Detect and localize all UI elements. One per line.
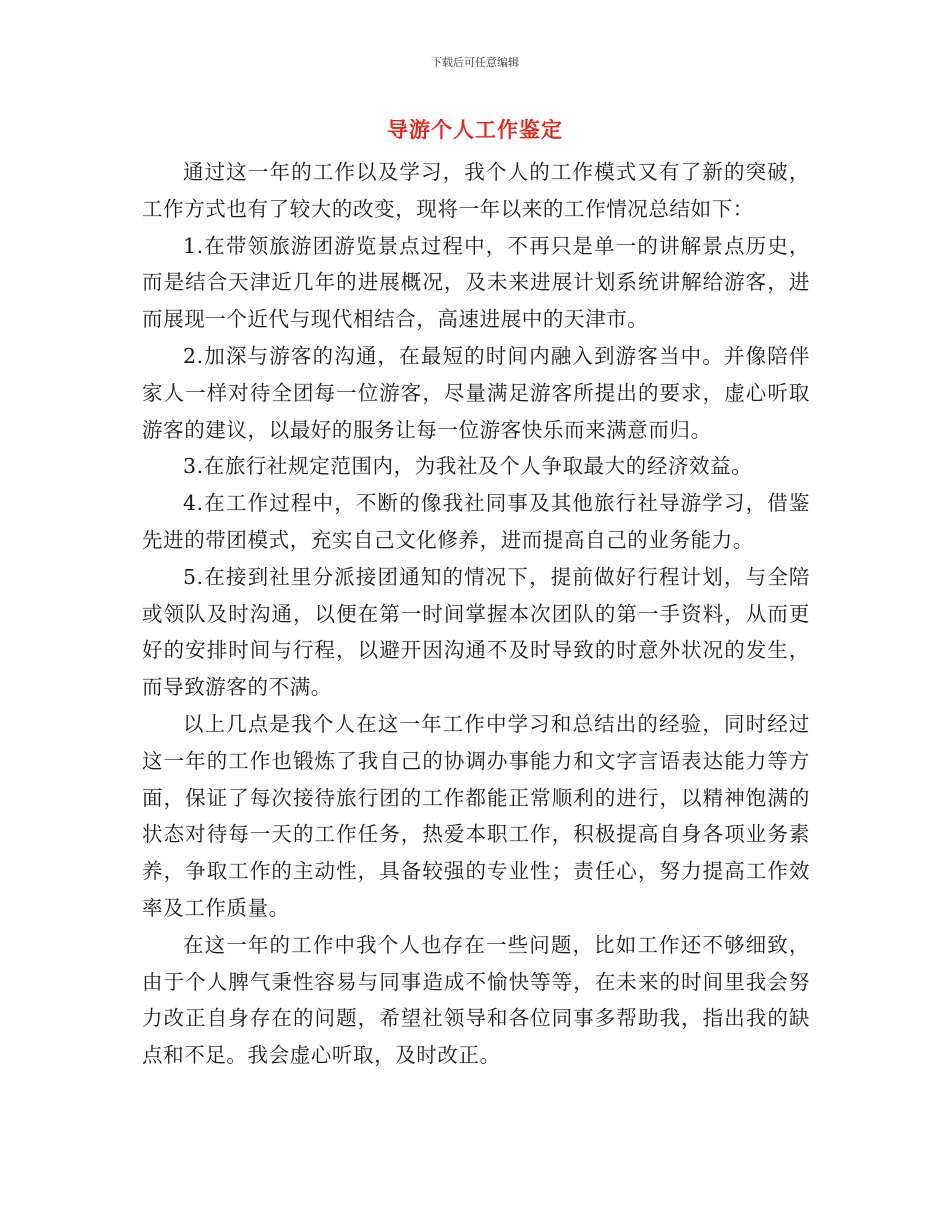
paragraph-summary: 以上几点是我个人在这一年工作中学习和总结出的经验，同时经过这一年的工作也锻炼了我自己的协调办事能力和文字言语表达能力等方面，保证了每次接待旅行团的工作都能正常顺利的进行，以精神饱满的状态对待每一天的工作任务，热爱本职工作，积极提高自身各项业务素养，争取工作的主动性，具备较强的专业性；责任心，努力提高工作效率及工作质量。 bbox=[142, 711, 810, 920]
paragraph-point-3: 3.在旅行社规定范围内，为我社及个人争取最大的经济效益。 bbox=[183, 454, 753, 479]
paragraph-point-5: 5.在接到社里分派接团通知的情况下，提前做好行程计划，与全陪或领队及时沟通，以便在第一时间掌握本次团队的第一手资料，从而更好的安排时间与行程，以避开因沟通不及时导致的时意外状况的发生，而导致游客的不满。 bbox=[142, 564, 810, 700]
paragraph-point-4: 4.在工作过程中，不断的像我社同事及其他旅行社导游学习，借鉴先进的带团模式，充实自己文化修养，进而提高自己的业务能力。 bbox=[142, 491, 810, 552]
paragraph-intro: 通过这一年的工作以及学习，我个人的工作模式又有了新的突破，工作方式也有了较大的改变，现将一年以来的工作情况总结如下： bbox=[142, 160, 810, 221]
header-note: 下载后可任意编辑 bbox=[431, 56, 519, 69]
document-title: 导游个人工作鉴定 bbox=[387, 118, 563, 142]
paragraph-point-2: 2.加深与游客的沟通，在最短的时间内融入到游客当中。并像陪伴家人一样对待全团每一位游客，尽量满足游客所提出的要求，虚心听取游客的建议，以最好的服务让每一位游客快乐而来满意而归。 bbox=[142, 343, 810, 442]
paragraph-conclusion: 在这一年的工作中我个人也存在一些问题，比如工作还不够细致，由于个人脾气秉性容易与同事造成不愉快等等，在未来的时间里我会努力改正自身存在的问题，希望社领导和各位同事多帮助我，指出我的缺点和不足。我会虚心听取，及时改正。 bbox=[142, 932, 810, 1068]
document-body bbox=[142, 154, 810, 1074]
paragraph-point-1: 1.在带领旅游团游览景点过程中，不再只是单一的讲解景点历史，而是结合天津近几年的进展概况，及未来进展计划系统讲解给游客，进而展现一个近代与现代相结合，高速进展中的天津市。 bbox=[142, 233, 810, 332]
